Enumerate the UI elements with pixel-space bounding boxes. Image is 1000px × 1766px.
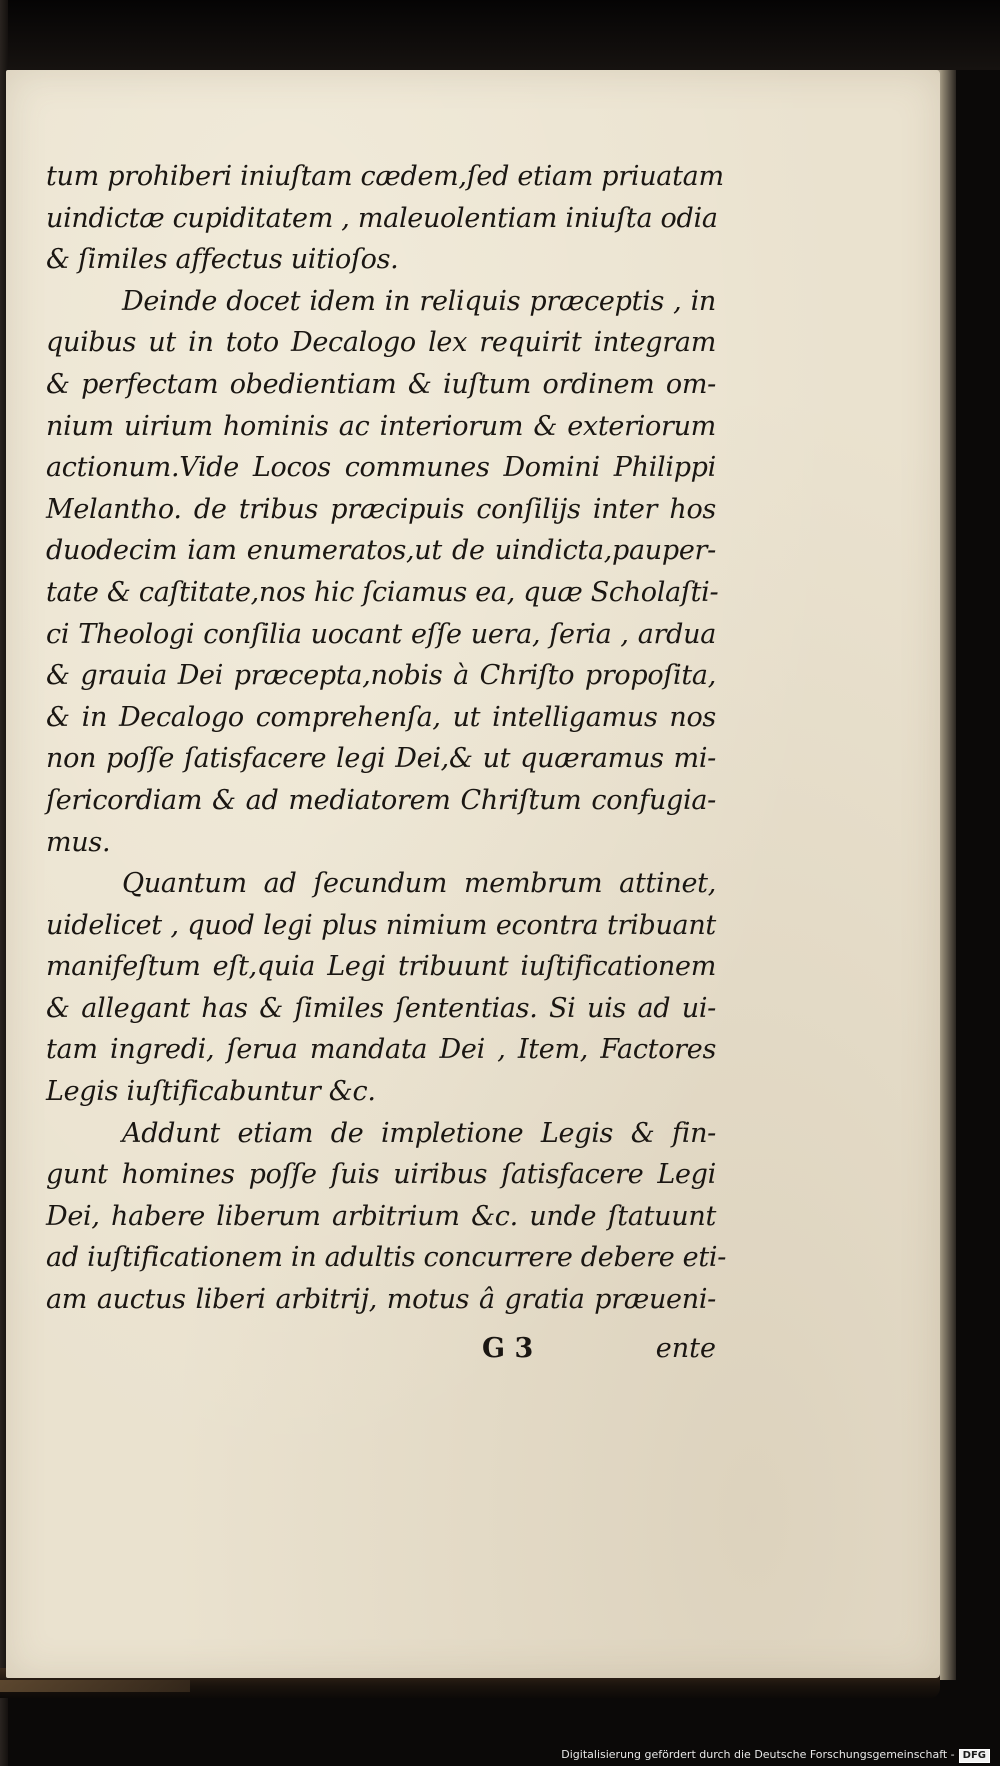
text-line: quibus ut in toto Decalogo lex requirit integram xyxy=(46,327,716,359)
text-line: & in Decalogo comprehenſa, ut intelligamus nos xyxy=(46,701,716,733)
dfg-logo: DFG xyxy=(959,1749,990,1763)
text-line: ſericordiam & ad mediatorem Chriſtum confugia- xyxy=(46,784,716,816)
page-text xyxy=(46,156,727,1321)
catchword: ente xyxy=(655,1333,716,1364)
text-line: uidelicet , quod legi plus nimium econtra tribuant xyxy=(46,909,716,941)
digitization-credit xyxy=(561,1748,990,1763)
page-foot-line xyxy=(46,1333,716,1375)
text-line: tum prohiberi iniuſtam cædem,ſed etiam priuatam xyxy=(46,161,724,192)
credit-text: Digitalisierung gefördert durch die Deutsche Forschungsgemeinschaft - xyxy=(561,1748,955,1761)
text-line: Addunt etiam de impletione Legis & fin- xyxy=(122,1117,716,1149)
lower-page-stripe xyxy=(0,1680,190,1692)
text-line: & ſimiles affectus uitioſos. xyxy=(46,244,399,276)
text-line: gunt homines poſſe ſuis uiribus ſatisfacere Legi xyxy=(46,1159,716,1191)
text-line: ad iuſtificationem in adultis concurrere debere eti- xyxy=(46,1242,727,1274)
book-page xyxy=(6,70,940,1678)
text-line: & grauia Dei præcepta,nobis à Chriſto propoſita, xyxy=(46,660,716,692)
text-line: actionum.Vide Locos communes Domini Philippi xyxy=(46,452,716,484)
text-line: Quantum ad ſecundum membrum attinet, xyxy=(122,868,716,900)
top-shadow xyxy=(0,0,1000,70)
text-line: duodecim iam enumeratos,ut de uindicta,pauper- xyxy=(46,535,716,567)
text-line: nium uirium hominis ac interiorum & exteriorum xyxy=(46,410,716,442)
text-line: manifeſtum eſt,quia Legi tribuunt iuſtificationem xyxy=(46,951,716,983)
text-line: uindictæ cupiditatem , maleuolentiam iniuſta odia xyxy=(46,202,718,234)
text-line: ci Theologi conſilia uocant eſſe uera, ſeria , ardua xyxy=(46,618,716,650)
text-line: Dei, habere liberum arbitrium &c. unde ſtatuunt xyxy=(46,1200,716,1232)
text-line: tam ingredi, ſerua mandata Dei , Item, Factores xyxy=(46,1034,716,1066)
text-line: non poſſe ſatisfacere legi Dei,& ut quæramus mi- xyxy=(46,743,716,775)
text-line: & perfectam obedientiam & iuſtum ordinem om- xyxy=(46,368,716,400)
text-line: mus. xyxy=(46,826,111,858)
signature-mark: G 3 xyxy=(482,1333,534,1364)
text-line: & allegant has & ſimiles ſententias. Si uis ad ui- xyxy=(46,992,716,1024)
text-line: am auctus liberi arbitrij, motus â gratia præueni- xyxy=(46,1284,716,1316)
text-line: Deinde docet idem in reliquis præceptis , in xyxy=(122,285,716,317)
text-line: Melantho. de tribus præcipuis conſilijs inter hos xyxy=(46,493,716,525)
text-line: Legis iuſtificabuntur &c. xyxy=(46,1076,376,1108)
text-line: tate & caſtitate,nos hic ſciamus ea, quæ Scholaſti- xyxy=(46,576,719,608)
